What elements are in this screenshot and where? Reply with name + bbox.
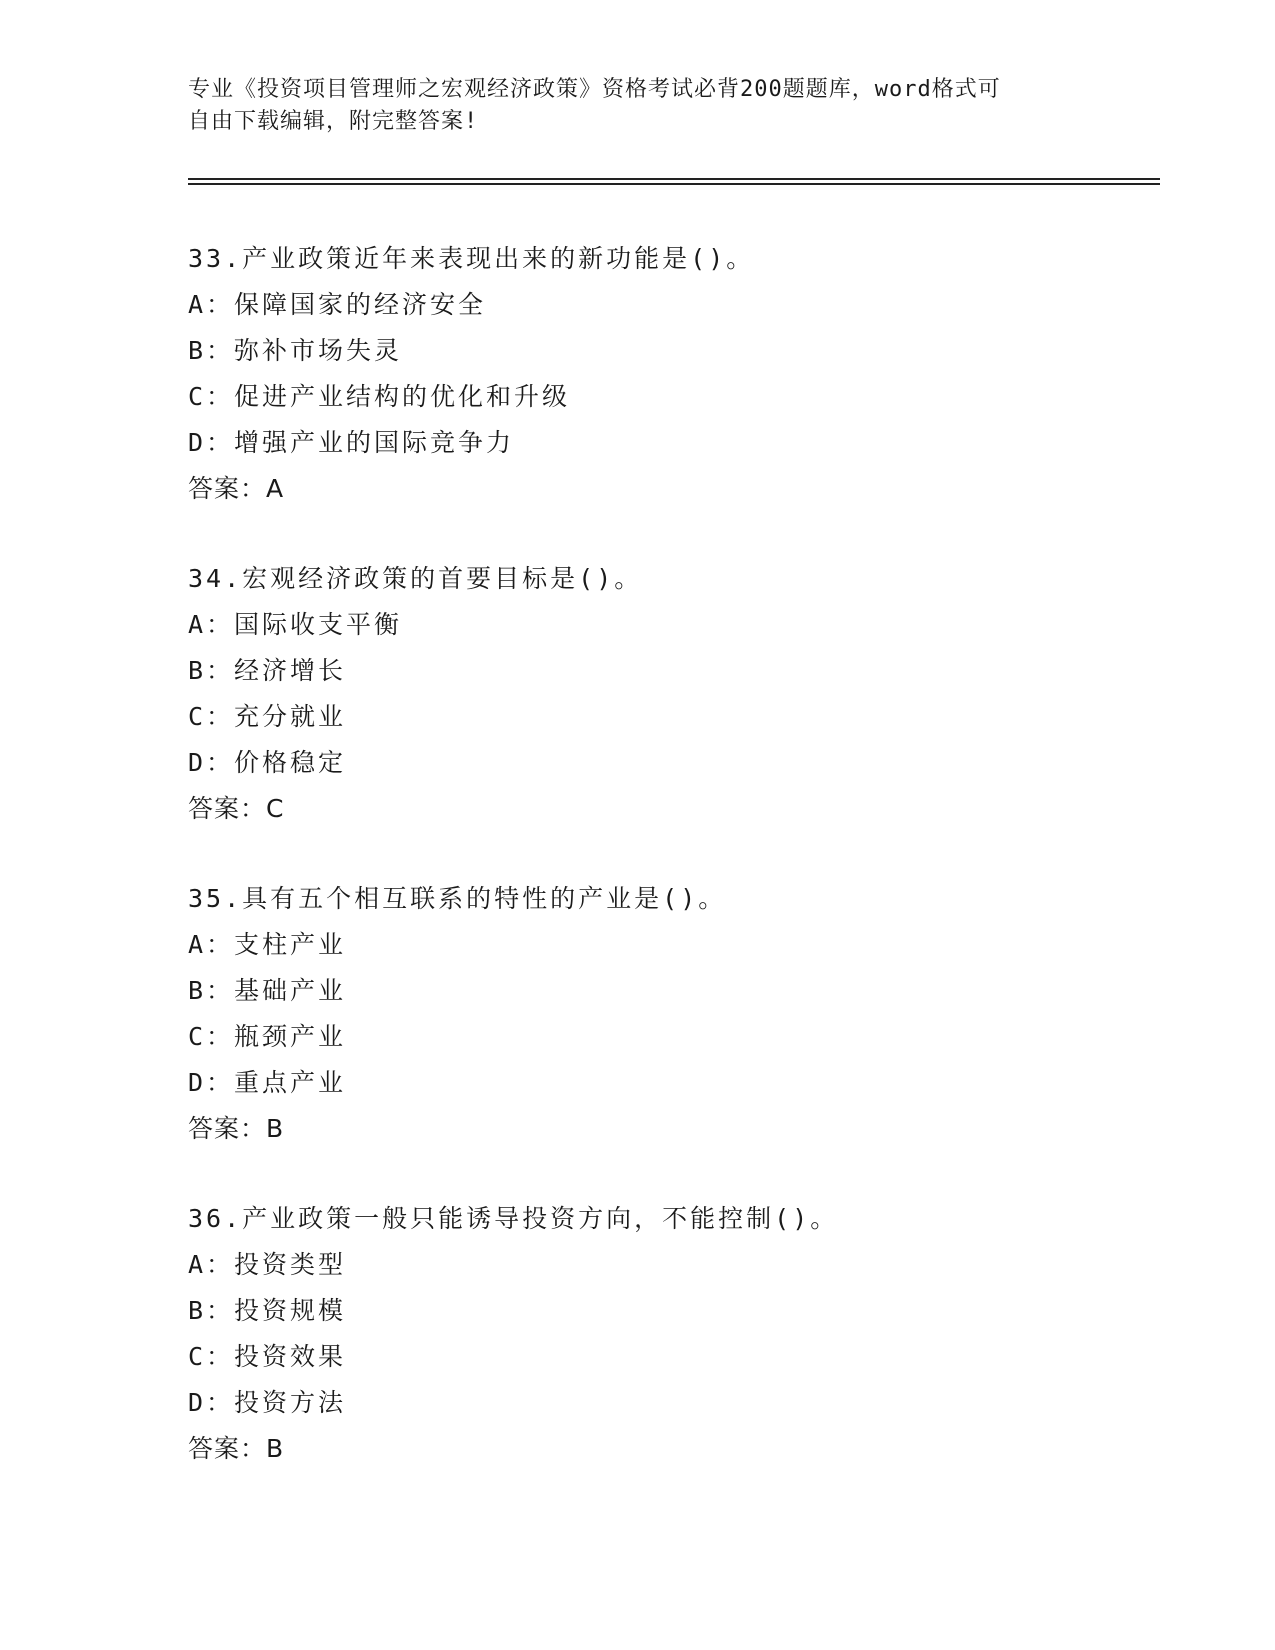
answer: 答案：B xyxy=(188,1114,285,1143)
option-b: B：经济增长 xyxy=(188,656,347,685)
header-divider-top xyxy=(188,178,1160,180)
option-d: D：重点产业 xyxy=(188,1068,347,1097)
header-line-2: 自由下载编辑，附完整答案! xyxy=(188,109,479,134)
answer: 答案：C xyxy=(188,794,285,823)
option-c: C：瓶颈产业 xyxy=(188,1022,347,1051)
option-c: C：投资效果 xyxy=(188,1342,347,1371)
question-36 xyxy=(188,1202,1148,1478)
header-line-1: 专业《投资项目管理师之宏观经济政策》资格考试必背200题题库，word格式可 xyxy=(188,77,1001,102)
question-stem: 33.产业政策近年来表现出来的新功能是()。 xyxy=(188,244,755,273)
option-a: A：支柱产业 xyxy=(188,930,347,959)
question-stem: 36.产业政策一般只能诱导投资方向，不能控制()。 xyxy=(188,1204,839,1233)
question-34 xyxy=(188,562,1148,838)
header-divider-bottom xyxy=(188,183,1160,185)
option-a: A：国际收支平衡 xyxy=(188,610,403,639)
option-b: B：弥补市场失灵 xyxy=(188,336,403,365)
option-d: D：投资方法 xyxy=(188,1388,347,1417)
option-a: A：投资类型 xyxy=(188,1250,347,1279)
question-stem: 34.宏观经济政策的首要目标是()。 xyxy=(188,564,643,593)
option-d: D：价格稳定 xyxy=(188,748,347,777)
option-c: C：充分就业 xyxy=(188,702,347,731)
question-35 xyxy=(188,882,1148,1158)
option-d: D：增强产业的国际竞争力 xyxy=(188,428,515,457)
option-c: C：促进产业结构的优化和升级 xyxy=(188,382,571,411)
option-b: B：基础产业 xyxy=(188,976,347,1005)
document-header xyxy=(188,74,1088,138)
answer: 答案：A xyxy=(188,474,285,503)
option-b: B：投资规模 xyxy=(188,1296,347,1325)
question-stem: 35.具有五个相互联系的特性的产业是()。 xyxy=(188,884,727,913)
option-a: A：保障国家的经济安全 xyxy=(188,290,487,319)
question-33 xyxy=(188,242,1148,518)
answer: 答案：B xyxy=(188,1434,285,1463)
